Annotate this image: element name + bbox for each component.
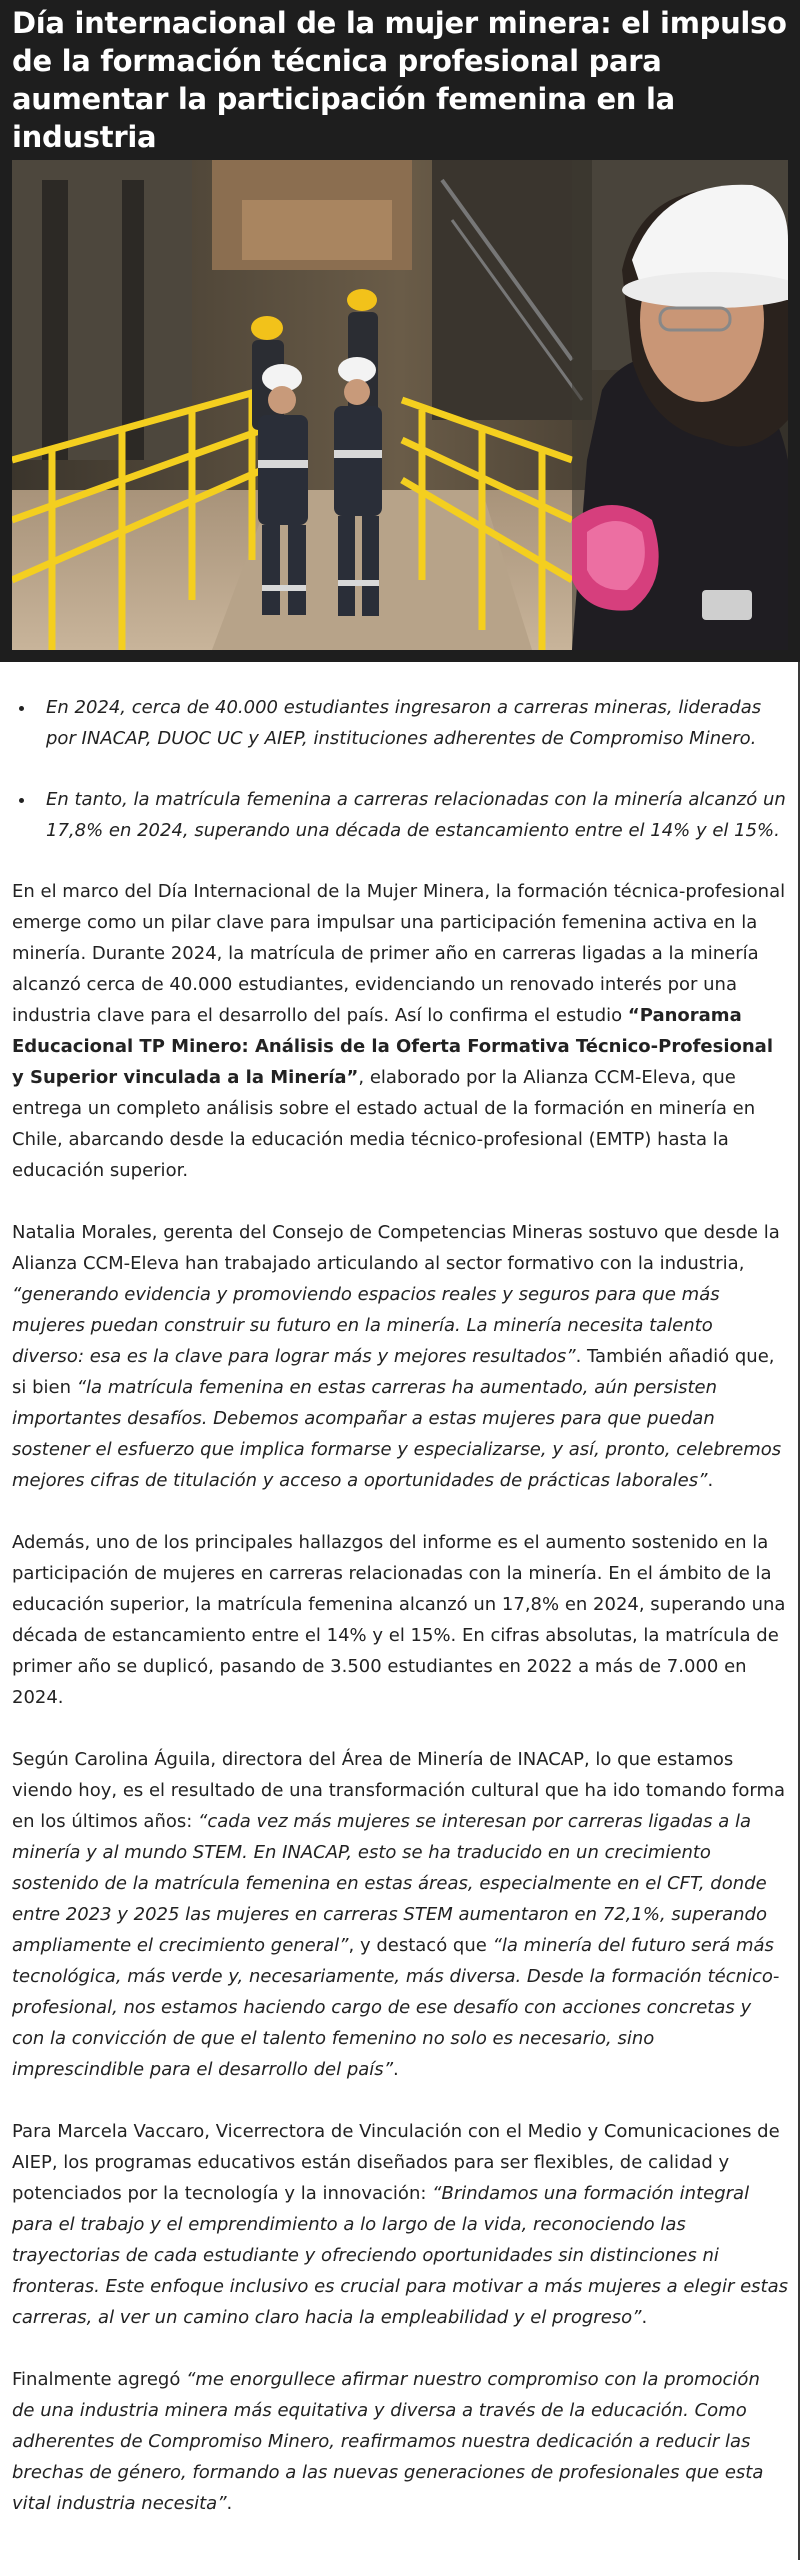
paragraph-text: Para Marcela Vaccaro, Vicerrectora de Vinculación con el Medio y Comunicaciones de AIEP, los programas educativos están diseñados para ser flexibles, de calidad y potenciados por la tecnología y la innovación: <box>12 2121 780 2204</box>
article-body <box>0 692 800 2519</box>
quote-text: “la matrícula femenina en estas carreras ha aumentado, aún persisten importantes desafíos. Debemos acompañar a estas mujeres para que puedan sostener el esfuerzo que implica formarse y especializarse, y así, pronto, celebremos mejores cifras de titulación y acceso a oportunidades de prácticas laborales” <box>12 1377 782 1491</box>
paragraph-3: Además, uno de los principales hallazgos del informe es el aumento sostenido en la participación de mujeres en carreras relacionadas con la minería. En el ámbito de la educación superior, la matrícula femenina alcanzó un 17,8% en 2024, superando una década de estancamiento entre el 14% y el 15%. En cifras absolutas, la matrícula de primer año se duplicó, pasando de 3.500 estudiantes en 2022 a más de 7.000 en 2024. <box>12 1532 786 1708</box>
paragraph-5 <box>12 2116 788 2333</box>
paragraph-1 <box>12 876 788 1186</box>
highlight-item: • En 2024, cerca de 40.000 estudiantes ingresaron a carreras mineras, lideradas por INACAP, DUOC UC y AIEP, instituciones adherentes de Compromiso Minero. <box>36 692 788 754</box>
paragraph-text: En el marco del Día Internacional de la Mujer Minera, la formación técnica-profesional emerge como un pilar clave para impulsar una participación femenina activa en la minería. Durante 2024, la matrícula de primer año en carreras ligadas a la minería alcanzó cerca de 40.000 estudiantes, evidenciando un renovado interés por una industria clave para el desarrollo del país. Así lo confirma el estudio <box>12 881 786 1026</box>
paragraph-text: , elaborado por la Alianza CCM-Eleva, que entrega un completo análisis sobre el estado actual de la formación en minería en Chile, abarcando desde la educación media técnico-profesional (EMTP) hasta la educación superior. <box>12 1067 756 1181</box>
paragraph-text: . <box>226 2493 233 2514</box>
article-title: Día internacional de la mujer minera: el impulso de la formación técnica profesional para aumentar la participación femenina en la industria <box>12 6 787 154</box>
photo-women-miners-icon <box>12 160 788 650</box>
quote-text: “cada vez más mujeres se interesan por carreras ligadas a la minería y al mundo STEM. En INACAP, esto se ha traducido en un crecimiento sostenido de la matrícula femenina en estas áreas, especialmente en el CFT, donde entre 2023 y 2025 las mujeres en carreras STEM aumentaron en 72,1%, superando ampliamente el crecimiento general” <box>12 1811 767 1956</box>
study-title: “Panorama Educacional TP Minero: Análisis de la Oferta Formativa Técnico-Profesional y Superior vinculada a la Minería” <box>12 1005 773 1088</box>
paragraph-4 <box>12 1744 788 2085</box>
paragraph-2 <box>12 1217 788 1496</box>
foreground-worker <box>572 160 788 650</box>
highlight-item: • En tanto, la matrícula femenina a carreras relacionadas con la minería alcanzó un 17,8% en 2024, superando una década de estancamiento entre el 14% y el 15%. <box>36 784 788 846</box>
paragraph-text: . También añadió que, si bien <box>12 1346 775 1398</box>
article-header <box>0 0 800 662</box>
paragraph-text: . <box>393 2059 399 2080</box>
quote-text: “Brindamos una formación integral para el trabajo y el emprendimiento a lo largo de la vida, reconociendo las trayectorias de cada estudiante y ofreciendo oportunidades sin distinciones ni fronteras. Este enfoque inclusivo es crucial para motivar a más mujeres a elegir estas carreras, al ver un camino claro hacia la empleabilidad y el progreso” <box>12 2183 789 2328</box>
paragraph-text: . <box>641 2307 648 2328</box>
paragraph-text: Finalmente agregó <box>12 2369 187 2390</box>
highlights-list <box>12 692 788 846</box>
paragraph-6 <box>12 2364 788 2519</box>
paragraph-text: . <box>707 1470 714 1491</box>
quote-text: “la minería del futuro será más tecnológica, más verde y, necesariamente, más diversa. Desde la formación técnico-profesional, nos estamos haciendo cargo de ese desafío con acciones concretas y con la convicción de que el talento femenino no solo es necesario, sino imprescindible para el desarrollo del país” <box>12 1935 780 2080</box>
paragraph-text: Natalia Morales, gerenta del Consejo de Competencias Mineras sostuvo que desde la Alianza CCM-Eleva han trabajado articulando al sector formativo con la industria, <box>12 1222 780 1274</box>
hero-image <box>12 160 788 650</box>
quote-text: “generando evidencia y promoviendo espacios reales y seguros para que más mujeres puedan construir su futuro en la minería. La minería necesita talento diverso: esa es la clave para lograr más y mejores resultados” <box>12 1284 720 1367</box>
paragraph-text: , y destacó que <box>348 1935 493 1956</box>
quote-text: “me enorgullece afirmar nuestro compromiso con la promoción de una industria minera más equitativa y diversa a través de la educación. Como adherentes de Compromiso Minero, reafirmamos nuestra dedicación a reducir las brechas de género, formando a las nuevas generaciones de profesionales que esta vital industria necesita” <box>12 2369 764 2514</box>
paragraph-text: Según Carolina Águila, directora del Área de Minería de INACAP, lo que estamos viendo hoy, es el resultado de una transformación cultural que ha ido tomando forma en los últimos años: <box>12 1749 786 1832</box>
